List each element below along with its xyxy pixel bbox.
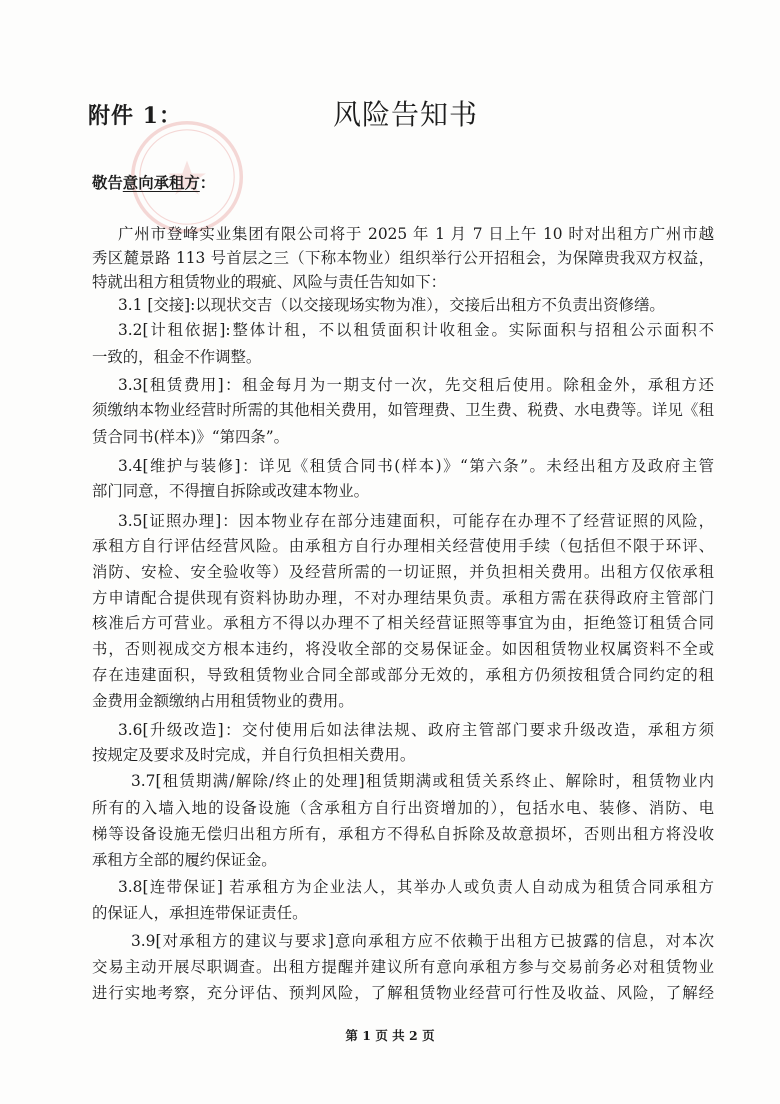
clause-3-5-line: 核准后方可营业。承租方不得以办理不了相关经营证照等事宜为由，拒绝签订租赁合同 (92, 614, 714, 632)
clause-3-3-line: 须缴纳本物业经营时所需的其他相关费用，如管理费、卫生费、税费、水电费等。详见《租 (92, 401, 714, 419)
clause-3-3-line: 赁合同书(样本)》“第四条”。 (92, 428, 290, 446)
clause-3-3-line: 3.3[租赁费用]：租金每月为一期支付一次，先交租后使用。除租金外，承租方还 (118, 376, 714, 394)
clause-3-5-line: 承租方自行评估经营风险。由承租方自行办理相关经营使用手续（包括但不限于环评、 (92, 537, 714, 555)
clause-3-1-line: 3.1 [交接]:以现状交吉（以交接现场实物为准），交接后出租方不负责出资修缮。 (118, 296, 665, 314)
clause-3-9-line: 进行实地考察，充分评估、预判风险，了解租赁物业经营可行性及收益、风险，了解经 (92, 984, 714, 1002)
intro-line: 广州市登峰实业集团有限公司将于 2025 年 1 月 7 日上午 10 时对出租方广州市越 (118, 225, 714, 243)
clause-3-7-line: 3.7[租赁期满/解除/终止的处理]租赁期满或租赁关系终止、解除时，租赁物业内 (131, 772, 714, 790)
page-number: 第 1 页 共 2 页 (345, 1028, 435, 1043)
attachment-label: 附件 1： (88, 103, 182, 129)
clause-3-7-line: 承租方全部的履约保证金。 (92, 851, 277, 869)
clause-3-6-line: 3.6[升级改造]：交付使用后如法律法规、政府主管部门要求升级改造，承租方须 (118, 721, 714, 739)
clause-3-9-line: 3.9[对承租方的建议与要求]意向承租方应不依赖于出租方已披露的信息，对本次 (131, 932, 714, 950)
salutation-suffix: ： (199, 174, 216, 192)
clause-3-5-line: 3.5[证照办理]：因本物业存在部分违建面积，可能存在办理不了经营证照的风险， (118, 512, 714, 530)
clause-3-8-line: 的保证人，承担连带保证责任。 (92, 904, 308, 922)
document-title: 风险告知书 (333, 98, 479, 131)
clause-3-5-line: 存在违建面积，导致租赁物业合同全部或部分无效的，承租方仍须按租赁合同约定的租 (92, 666, 714, 684)
clause-3-5-line: 方申请配合提供现有资料协助办理，不对办理结果负责。承租方需在获得政府主管部门 (92, 589, 714, 607)
salutation (92, 172, 215, 194)
salutation-addressee: 意向承租方 (122, 174, 200, 192)
clause-3-4-line: 部门同意，不得擅自拆除或改建本物业。 (92, 482, 370, 500)
clause-3-5-line: 消防、安检、安全验收等）及经营所需的一切证照，并负担相关费用。出租方仅依承租 (92, 563, 714, 581)
clause-3-9-line: 交易主动开展尽职调查。出租方提醒并建议所有意向承租方参与交易前务必对租赁物业 (92, 958, 714, 976)
clause-3-5-line: 书，否则视成交方根本违约，将没收全部的交易保证金。如因租赁物业权属资料不全或 (92, 640, 714, 658)
clause-3-5-line: 金费用金额缴纳占用租赁物业的费用。 (92, 692, 354, 710)
clause-3-7-line: 梯等设备设施无偿归出租方所有，承租方不得私自拆除及故意损坏，否则出租方将没收 (92, 825, 714, 843)
intro-line: 秀区麓景路 113 号首层之三（下称本物业）组织举行公开招租会，为保障贵我双方权益， (92, 249, 714, 267)
clause-3-2-line: 一致的，租金不作调整。 (92, 348, 262, 366)
clause-3-8-line: 3.8[连带保证] 若承租方为企业法人，其举办人或负责人自动成为租赁合同承租方 (118, 878, 714, 896)
salutation-prefix: 敬告 (92, 174, 123, 192)
intro-line: 特就出租方租赁物业的瑕疵、风险与责任告知如下： (92, 273, 446, 291)
clause-3-4-line: 3.4[维护与装修]：详见《租赁合同书(样本)》“第六条”。未经出租方及政府主管 (118, 457, 714, 475)
clause-3-7-line: 所有的入墙入地的设备设施（含承租方自行出资增加的），包括水电、装修、消防、电 (92, 799, 714, 817)
clause-3-6-line: 按规定及要求及时完成，并自行负担相关费用。 (92, 746, 416, 764)
clause-3-2-line: 3.2[计租依据]:整体计租，不以租赁面积计收租金。实际面积与招租公示面积不 (118, 321, 714, 339)
